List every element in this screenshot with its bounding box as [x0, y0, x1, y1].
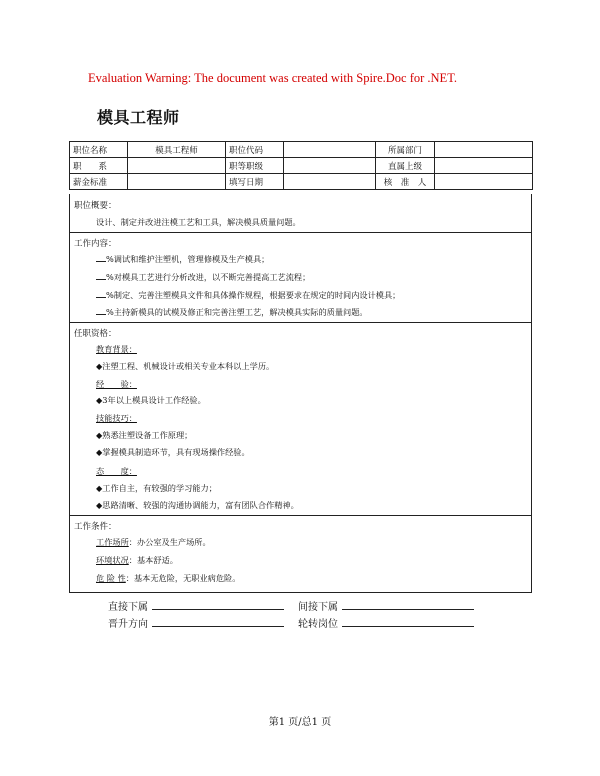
education-label: 教育背景： — [96, 344, 137, 354]
department-value — [435, 142, 533, 158]
evaluation-warning: Evaluation Warning: The document was created with Spire.Doc for .NET. — [88, 71, 458, 85]
work-place: 工作场所：办公室及生产场所。 — [96, 537, 211, 547]
table-row — [70, 158, 533, 174]
indirect-subordinates-label: 间接下属 — [298, 602, 338, 613]
skills-item: ◆熟悉注塑设备工作原理； — [96, 430, 193, 440]
page-title: 模具工程师 — [97, 108, 180, 127]
list-item: %制定、完善注塑模具文件和具体操作规程，根据要求在规定的时间内设计模具； — [96, 289, 400, 301]
experience-text: ◆3年以上模具设计工作经验。 — [96, 395, 206, 405]
conditions-title: 工作条件： — [74, 522, 117, 532]
page-footer: 第1 页/总1 页 — [268, 717, 332, 728]
qualification-section — [69, 323, 532, 516]
conditions-section — [69, 516, 532, 593]
experience-label: 经 验： — [96, 379, 137, 389]
job-grade-label: 职等职级 — [226, 158, 284, 174]
job-grade-value — [284, 158, 376, 174]
overview-title: 职位概要： — [74, 201, 117, 211]
overview-text: 设计、制定并改进注模工艺和工具，解决模具质量问题。 — [96, 217, 301, 227]
promotion-line — [152, 625, 284, 627]
attitude-item: ◆思路清晰、较强的沟通协调能力，富有团队合作精神。 — [96, 500, 299, 510]
job-code-label: 职位代码 — [226, 142, 284, 158]
table-row — [70, 174, 533, 190]
fill-date-value — [284, 174, 376, 190]
salary-value — [128, 174, 226, 190]
promotion-label: 晋升方向 — [108, 619, 148, 630]
list-item: %对模具工艺进行分析改进，以不断完善提高工艺流程； — [96, 271, 310, 283]
skills-label: 技能技巧： — [96, 413, 137, 423]
job-family-label: 职 系 — [70, 158, 128, 174]
direct-subordinates-line — [152, 608, 284, 610]
attitude-item: ◆工作自主，有较强的学习能力； — [96, 483, 217, 493]
approver-label: 核 准 人 — [376, 174, 435, 190]
list-item: %主持新模具的试模及修正和完善注塑工艺，解决模具实际的质量问题。 — [96, 306, 368, 318]
indirect-subordinates-line — [342, 608, 474, 610]
education-text: ◆注塑工程、机械设计或相关专业本科以上学历。 — [96, 361, 275, 371]
work-content-section — [69, 233, 532, 323]
danger-level: 危 险 性：基本无危险，无职业病危险。 — [96, 573, 241, 583]
supervisor-value — [435, 158, 533, 174]
supervisor-label: 直属上级 — [376, 158, 435, 174]
environment: 环境状况：基本舒适。 — [96, 555, 178, 565]
rotation-line — [342, 625, 474, 627]
job-code-value — [284, 142, 376, 158]
job-header-table — [69, 141, 533, 190]
job-family-value — [128, 158, 226, 174]
salary-label: 薪金标准 — [70, 174, 128, 190]
rotation-label: 轮转岗位 — [298, 619, 338, 630]
attitude-label: 态 度： — [96, 466, 137, 476]
fill-date-label: 填写日期 — [226, 174, 284, 190]
list-item: %调试和维护注塑机，管理修模及生产模具； — [96, 253, 269, 265]
table-row — [70, 142, 533, 158]
overview-section — [69, 194, 532, 233]
work-content-title: 工作内容： — [74, 239, 117, 249]
skills-item: ◆掌握模具制造环节，具有现场操作经验。 — [96, 447, 250, 457]
job-title-label: 职位名称 — [70, 142, 128, 158]
job-title-value: 模具工程师 — [128, 142, 226, 158]
approver-value — [435, 174, 533, 190]
qualification-title: 任职资格： — [74, 329, 117, 339]
direct-subordinates-label: 直接下属 — [108, 602, 148, 613]
department-label: 所属部门 — [376, 142, 435, 158]
